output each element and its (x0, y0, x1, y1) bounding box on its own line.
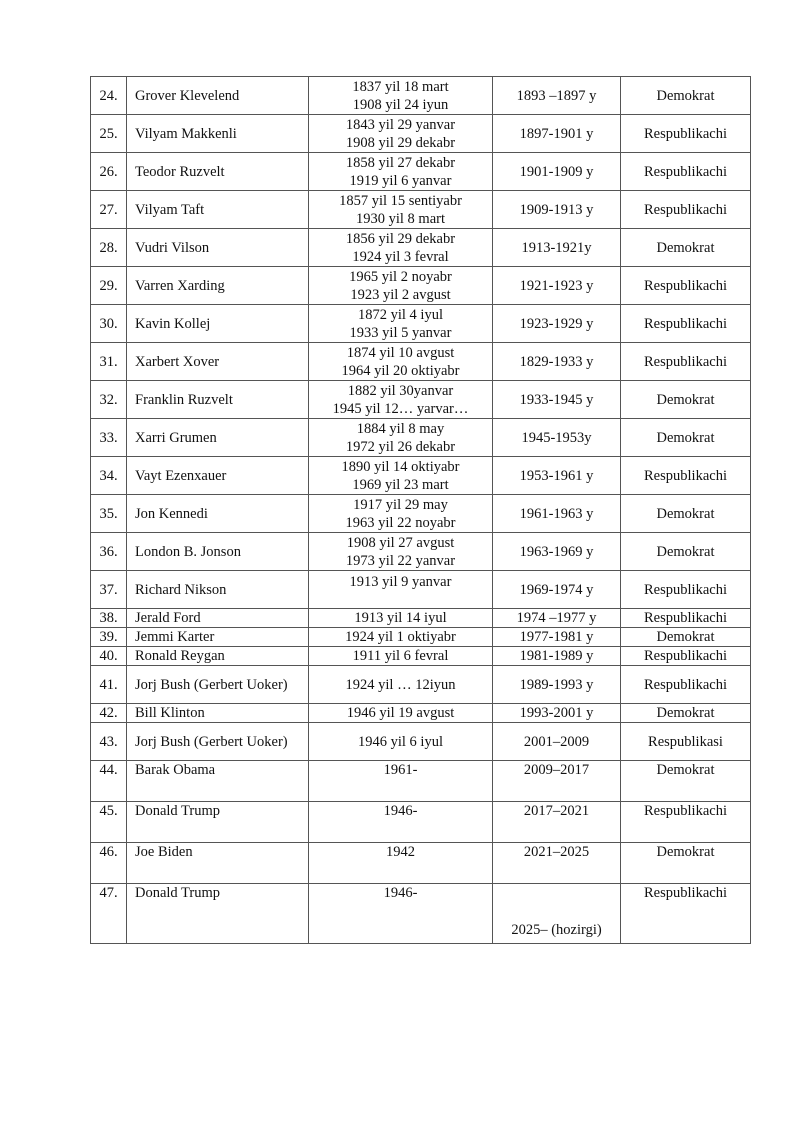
birth-date: 1858 yil 27 dekabr (345, 154, 456, 171)
table-row (91, 704, 751, 723)
party: Demokrat (621, 495, 751, 533)
table-row (91, 419, 751, 457)
term-years: 1993-2001 y (493, 704, 621, 723)
row-number: 46. (91, 843, 127, 884)
party: Demokrat (621, 533, 751, 571)
life-dates (309, 381, 493, 419)
presidents-table (90, 76, 751, 944)
table-row (91, 381, 751, 419)
term-years: 2017–2021 (493, 802, 621, 843)
birth-date: 1882 yil 30yanvar (347, 382, 454, 399)
president-name: Richard Nikson (127, 571, 309, 609)
life-dates (309, 77, 493, 115)
table-row (91, 343, 751, 381)
death-date: 1964 yil 20 oktiyabr (341, 362, 460, 379)
row-number: 42. (91, 704, 127, 723)
row-number: 34. (91, 457, 127, 495)
president-name: Xarri Grumen (127, 419, 309, 457)
party: Demokrat (621, 761, 751, 802)
president-name: Barak Obama (127, 761, 309, 802)
term-years: 1913-1921y (493, 229, 621, 267)
death-date: 1908 yil 29 dekabr (345, 134, 456, 151)
birth-date: 1917 yil 29 may (353, 496, 448, 513)
term-years: 2009–2017 (493, 761, 621, 802)
death-date: 1930 yil 8 mart (355, 210, 445, 227)
party: Demokrat (621, 628, 751, 647)
president-name: Vudri Vilson (127, 229, 309, 267)
life-dates (309, 305, 493, 343)
birth-date: 1890 yil 14 oktiyabr (341, 458, 460, 475)
death-date: 1908 yil 24 iyun (352, 96, 449, 113)
row-number: 35. (91, 495, 127, 533)
birth-date: 1843 yil 29 yanvar (345, 116, 456, 133)
table-row (91, 884, 751, 944)
life-dates (309, 419, 493, 457)
president-name: Vilyam Makkenli (127, 115, 309, 153)
row-number: 26. (91, 153, 127, 191)
death-date: 1924 yil 3 fevral (352, 248, 449, 265)
table-row (91, 267, 751, 305)
life-dates (309, 571, 493, 609)
row-number: 24. (91, 77, 127, 115)
term-years: 1989-1993 y (493, 666, 621, 704)
term-years: 1974 –1977 y (493, 609, 621, 628)
row-number: 41. (91, 666, 127, 704)
row-number: 40. (91, 647, 127, 666)
president-name (127, 723, 309, 761)
term-years: 1829-1933 y (493, 343, 621, 381)
birth-date: 1872 yil 4 iyul (358, 306, 443, 323)
president-name-text: Jorj Bush (Gerbert Uoker) (135, 733, 288, 750)
party: Demokrat (621, 843, 751, 884)
president-name: Grover Klevelend (127, 77, 309, 115)
life-dates (309, 704, 493, 723)
table-row (91, 77, 751, 115)
birth-date: 1946- (383, 803, 418, 819)
term-years: 1909-1913 y (493, 191, 621, 229)
birth-date: 1965 yil 2 noyabr (349, 268, 452, 285)
life-dates (309, 533, 493, 571)
life-dates (309, 628, 493, 647)
president-name: Jon Kennedi (127, 495, 309, 533)
life-dates (309, 229, 493, 267)
term-years: 1963-1969 y (493, 533, 621, 571)
table-row (91, 191, 751, 229)
life-dates (309, 761, 493, 802)
life-dates (309, 843, 493, 884)
party: Respublikachi (621, 191, 751, 229)
life-dates (309, 115, 493, 153)
life-dates (309, 495, 493, 533)
president-name: Jerald Ford (127, 609, 309, 628)
term-years: 1953-1961 y (493, 457, 621, 495)
party: Demokrat (621, 419, 751, 457)
row-number: 27. (91, 191, 127, 229)
president-name-text: Jorj Bush (Gerbert Uoker) (135, 676, 288, 693)
birth-date: 1856 yil 29 dekabr (345, 230, 456, 247)
table-row (91, 723, 751, 761)
party: Demokrat (621, 381, 751, 419)
table-row (91, 229, 751, 267)
party: Demokrat (621, 229, 751, 267)
president-name: Varren Xarding (127, 267, 309, 305)
table-row (91, 153, 751, 191)
life-dates (309, 153, 493, 191)
table-row (91, 843, 751, 884)
party: Respublikachi (621, 115, 751, 153)
term-years: 1961-1963 y (493, 495, 621, 533)
term-years: 1923-1929 y (493, 305, 621, 343)
row-number: 28. (91, 229, 127, 267)
row-number: 36. (91, 533, 127, 571)
president-name: Kavin Kollej (127, 305, 309, 343)
party: Respublikachi (621, 802, 751, 843)
birth-date: 1946- (383, 885, 418, 901)
term-years: 1981-1989 y (493, 647, 621, 666)
life-dates (309, 457, 493, 495)
president-name: Donald Trump (127, 802, 309, 843)
president-name: Vilyam Taft (127, 191, 309, 229)
death-date: 1919 yil 6 yanvar (349, 172, 452, 189)
president-name: Joe Biden (127, 843, 309, 884)
party: Respublikachi (621, 457, 751, 495)
birth-date: 1946 yil 19 avgust (346, 705, 455, 721)
table-row (91, 457, 751, 495)
party: Demokrat (621, 704, 751, 723)
term-years: 1945-1953y (493, 419, 621, 457)
life-dates (309, 609, 493, 628)
table-row (91, 802, 751, 843)
table-row (91, 571, 751, 609)
life-dates (309, 723, 493, 761)
table-row (91, 305, 751, 343)
birth-date: 1946 yil 6 iyul (358, 733, 443, 750)
life-dates (309, 191, 493, 229)
row-number: 37. (91, 571, 127, 609)
birth-date: 1913 yil 9 yanvar (349, 573, 452, 590)
president-name: Jemmi Karter (127, 628, 309, 647)
birth-date: 1911 yil 6 fevral (352, 648, 449, 664)
row-number: 25. (91, 115, 127, 153)
table-row (91, 628, 751, 647)
row-number: 43. (91, 723, 127, 761)
row-number: 39. (91, 628, 127, 647)
party: Respublikachi (621, 305, 751, 343)
row-number: 29. (91, 267, 127, 305)
party: Demokrat (621, 77, 751, 115)
party: Respublikachi (621, 647, 751, 666)
row-number: 44. (91, 761, 127, 802)
death-date: 1945 yil 12… yarvar… (332, 400, 469, 417)
party: Respublikachi (621, 884, 751, 944)
president-name: Xarbert Xover (127, 343, 309, 381)
president-name: Bill Klinton (127, 704, 309, 723)
term-years: 1897-1901 y (493, 115, 621, 153)
term-years: 2021–2025 (493, 843, 621, 884)
death-date: 1973 yil 22 yanvar (345, 552, 456, 569)
party: Respublikachi (621, 267, 751, 305)
life-dates (309, 343, 493, 381)
term-years: 1921-1923 y (493, 267, 621, 305)
row-number: 47. (91, 884, 127, 944)
president-name: Ronald Reygan (127, 647, 309, 666)
row-number: 30. (91, 305, 127, 343)
president-name (127, 666, 309, 704)
party: Respublikachi (621, 343, 751, 381)
life-dates (309, 802, 493, 843)
president-name: Teodor Ruzvelt (127, 153, 309, 191)
term-years: 2001–2009 (493, 723, 621, 761)
birth-date: 1961- (383, 762, 418, 778)
row-number: 31. (91, 343, 127, 381)
birth-date: 1924 yil 1 oktiyabr (345, 629, 456, 645)
term-years: 1977-1981 y (493, 628, 621, 647)
term-years: 1901-1909 y (493, 153, 621, 191)
row-number: 45. (91, 802, 127, 843)
birth-date: 1942 (386, 844, 415, 860)
birth-date: 1908 yil 27 avgust (346, 534, 455, 551)
party: Respublikachi (621, 571, 751, 609)
term-years-text: 2025– (hozirgi) (511, 922, 602, 938)
term-years: 1893 –1897 y (493, 77, 621, 115)
president-name: Franklin Ruzvelt (127, 381, 309, 419)
party: Respublikachi (621, 609, 751, 628)
row-number: 38. (91, 609, 127, 628)
table-row (91, 609, 751, 628)
death-date: 1933 yil 5 yanvar (349, 324, 452, 341)
term-years (493, 884, 621, 944)
birth-date: 1913 yil 14 iyul (354, 610, 447, 626)
death-date: 1963 yil 22 noyabr (345, 514, 456, 531)
birth-date: 1837 yil 18 mart (352, 78, 449, 95)
president-name: London B. Jonson (127, 533, 309, 571)
life-dates (309, 647, 493, 666)
birth-date: 1924 yil … 12iyun (345, 676, 456, 693)
table-row (91, 666, 751, 704)
party: Respublikachi (621, 153, 751, 191)
party: Respublikachi (621, 666, 751, 704)
president-name: Vayt Ezenxauer (127, 457, 309, 495)
life-dates (309, 884, 493, 944)
death-date: 1969 yil 23 mart (352, 476, 449, 493)
birth-date: 1874 yil 10 avgust (346, 344, 455, 361)
row-number: 32. (91, 381, 127, 419)
death-date: 1923 yil 2 avgust (350, 286, 451, 303)
table-row (91, 115, 751, 153)
death-date: 1972 yil 26 dekabr (345, 438, 456, 455)
party: Respublikasi (621, 723, 751, 761)
birth-date: 1884 yil 8 may (356, 420, 445, 437)
life-dates (309, 267, 493, 305)
term-years: 1969-1974 y (493, 571, 621, 609)
table-row (91, 761, 751, 802)
table-row (91, 533, 751, 571)
president-name: Donald Trump (127, 884, 309, 944)
life-dates (309, 666, 493, 704)
term-years: 1933-1945 y (493, 381, 621, 419)
table-row (91, 495, 751, 533)
table-row (91, 647, 751, 666)
birth-date: 1857 yil 15 sentiyabr (339, 192, 462, 209)
row-number: 33. (91, 419, 127, 457)
